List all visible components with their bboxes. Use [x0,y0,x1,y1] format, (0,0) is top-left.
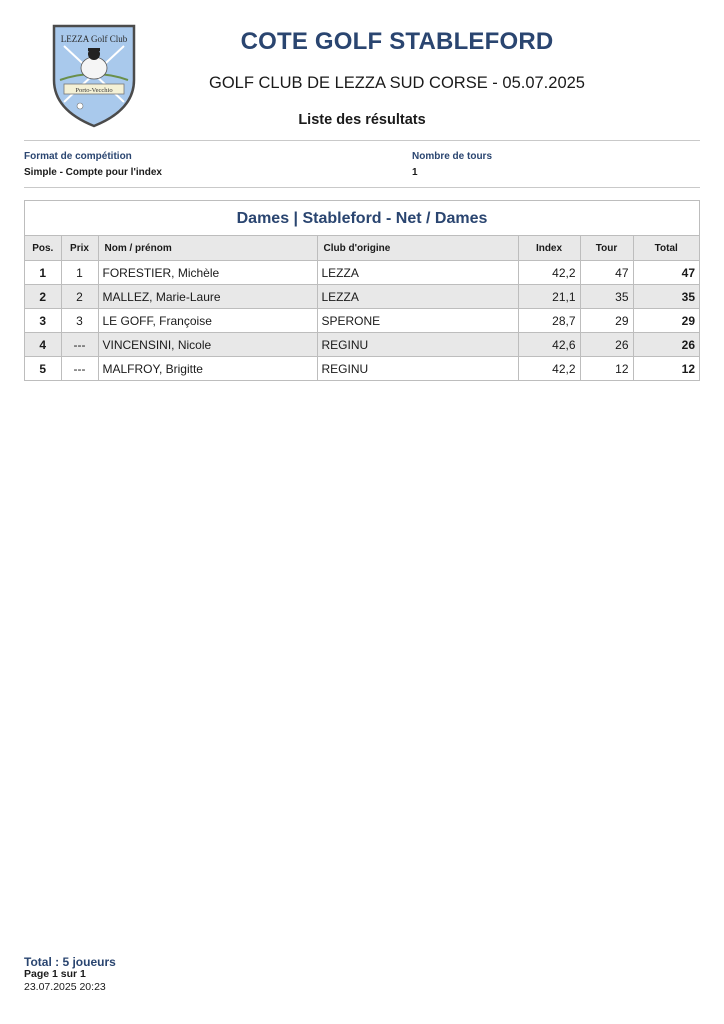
col-header-tour: Tour [580,236,633,261]
logo-ribbon-text: Porto-Vecchio [75,87,113,94]
table-row [25,285,699,309]
cell-tour: 12 [580,357,633,381]
cell-index: 42,2 [518,261,580,285]
cell-total: 29 [633,309,699,333]
col-header-club: Club d'origine [317,236,518,261]
cell-club: SPERONE [317,309,518,333]
col-header-index: Index [518,236,580,261]
table-row [25,309,699,333]
footer-page-number: Page 1 sur 1 [24,968,86,980]
cell-index: 28,7 [518,309,580,333]
format-label: Format de compétition [24,151,132,162]
cell-tour: 35 [580,285,633,309]
results-heading: Dames | Stableford - Net / Dames [236,210,488,227]
col-header-prix: Prix [61,236,98,261]
table-row [25,261,699,285]
cell-total: 26 [633,333,699,357]
cell-index: 42,6 [518,333,580,357]
cell-name: MALLEZ, Marie-Laure [98,285,317,309]
col-header-pos: Pos. [25,236,61,261]
list-title: Liste des résultats [298,112,426,128]
cell-pos: 1 [25,261,61,285]
col-header-total: Total [633,236,699,261]
cell-total: 35 [633,285,699,309]
cell-prix: 1 [61,261,98,285]
cell-pos: 2 [25,285,61,309]
results-table [25,235,699,380]
footer-timestamp: 23.07.2025 20:23 [24,981,106,993]
table-row [25,357,699,381]
cell-name: MALFROY, Brigitte [98,357,317,381]
results-table-panel [24,200,700,381]
page-title: COTE GOLF STABLEFORD [240,28,554,55]
cell-club: REGINU [317,333,518,357]
cell-total: 47 [633,261,699,285]
cell-total: 12 [633,357,699,381]
cell-pos: 4 [25,333,61,357]
cell-pos: 3 [25,309,61,333]
cell-tour: 47 [580,261,633,285]
page-subtitle: GOLF CLUB DE LEZZA SUD CORSE - 05.07.2025 [209,74,585,92]
cell-name: VINCENSINI, Nicole [98,333,317,357]
cell-name: FORESTIER, Michèle [98,261,317,285]
cell-prix: --- [61,357,98,381]
table-row [25,333,699,357]
cell-tour: 29 [580,309,633,333]
format-value: Simple - Compte pour l'index [24,167,162,178]
table-header-row [25,236,699,261]
cell-index: 21,1 [518,285,580,309]
cell-club: LEZZA [317,261,518,285]
cell-prix: 2 [61,285,98,309]
logo-arc-text: LEZZA Golf Club [60,34,128,44]
divider [24,140,700,141]
cell-pos: 5 [25,357,61,381]
cell-index: 42,2 [518,357,580,381]
divider [24,187,700,188]
cell-prix: --- [61,333,98,357]
cell-tour: 26 [580,333,633,357]
col-header-name: Nom / prénom [98,236,317,261]
rounds-value: 1 [412,167,418,178]
cell-club: REGINU [317,357,518,381]
cell-prix: 3 [61,309,98,333]
cell-name: LE GOFF, Françoise [98,309,317,333]
footer-total: Total : 5 joueurs [24,955,116,969]
cell-club: LEZZA [317,285,518,309]
rounds-label: Nombre de tours [412,151,493,162]
